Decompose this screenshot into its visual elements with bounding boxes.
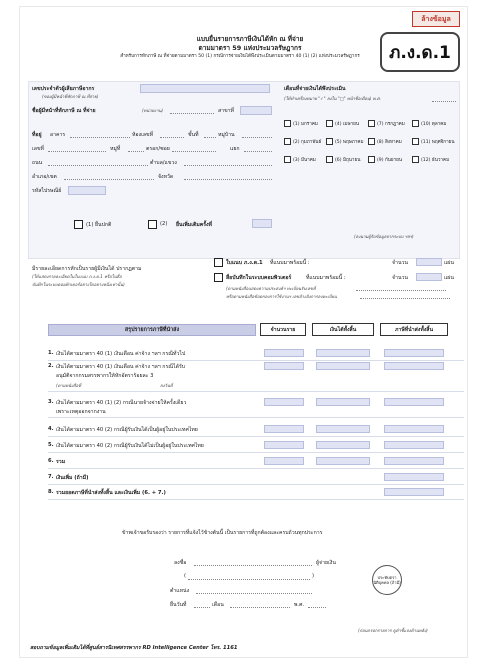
month-label: (4) เมษายน: [335, 122, 360, 127]
month-label: (6) มิถุนายน: [335, 158, 361, 163]
village-input[interactable]: [242, 137, 272, 138]
date-day-line[interactable]: [194, 607, 210, 608]
payer-name-note: (หน่วยงาน): [142, 108, 163, 113]
people-count-input[interactable]: [264, 425, 304, 433]
sign-paren-open: (: [184, 573, 187, 579]
summary-row-label: เงินได้ตามมาตรา 40 (1) เงินเดือน ค่าจ้าง ฯลฯ กรณีได้รับ: [56, 364, 186, 370]
footer-contact: สอบถามข้อมูลเพิ่มเติมได้ที่ศูนย์สารนิเทศสรรพากร RD Intelligence Center โทร. 1161: [30, 645, 238, 651]
year-label: พ.ศ.: [294, 602, 305, 608]
position-label: ตำแหน่ง: [170, 588, 190, 594]
date-month-line[interactable]: [230, 607, 290, 608]
month-label: (8) สิงหาคม: [377, 140, 402, 145]
additional-filing-checkbox[interactable]: [148, 220, 157, 229]
month-label: (11) พฤศจิกายน: [421, 140, 455, 145]
summary-row-label: เงินเพิ่ม (ถ้ามี): [56, 475, 89, 481]
month-checkbox[interactable]: [284, 120, 291, 127]
moo-label: หมู่ที่: [110, 146, 121, 152]
summary-header: สรุปรายการภาษีที่นำส่ง: [48, 324, 256, 336]
summary-row-number: 4.: [48, 426, 54, 432]
summary-row-label: เงินได้ตามมาตรา 40 (2) กรณีผู้รับเงินได้ไม่เป็นผู้อยู่ในประเทศไทย: [56, 443, 204, 449]
summary-row-number: 3.: [48, 399, 54, 405]
summary-row-number: 8.: [48, 489, 54, 495]
attachment-qty-label: จำนวน: [392, 260, 408, 266]
income-amount-input[interactable]: [316, 441, 370, 449]
payer-name-line[interactable]: [170, 113, 214, 114]
computer-media-text: ที่แนบมาพร้อมนี้ :: [306, 275, 346, 281]
month-checkbox[interactable]: [326, 120, 333, 127]
form-subtitle: ตามมาตรา 59 แห่งประมวลรัษฎากร: [198, 44, 302, 52]
summary-row-label: เงินได้ตามมาตรา 40 (1) เงินเดือน ค่าจ้าง ฯลฯ กรณีทั่วไป: [56, 351, 186, 357]
printed-name-line[interactable]: [188, 579, 310, 580]
instructions-note: (ก่อนกรอกรายการ ดูคำชี้แจงด้านหลัง): [358, 628, 428, 633]
tax-amount-input[interactable]: [384, 362, 444, 370]
attachment-sheet-checkbox[interactable]: [214, 258, 223, 267]
postcode-label: รหัสไปรษณีย์: [32, 188, 62, 194]
media-qty-label: จำนวน: [392, 275, 408, 281]
income-amount-input[interactable]: [316, 457, 370, 465]
summary-row-divider: [48, 499, 464, 500]
month-checkbox[interactable]: [368, 138, 375, 145]
summary-row-divider: [48, 417, 464, 418]
summary-row-label: รวมยอดภาษีที่นำส่งทั้งสิ้น และเงินเพิ่ม (6. + 7.): [56, 490, 166, 496]
month-checkbox[interactable]: [284, 156, 291, 163]
soi-input[interactable]: [172, 151, 216, 152]
month-label: (9) กันยายน: [377, 158, 402, 163]
district-input[interactable]: [64, 179, 154, 180]
tax-amount-input[interactable]: [384, 425, 444, 433]
summary-row-label: รวม: [56, 459, 66, 465]
month-label: (10) ตุลาคม: [421, 122, 447, 127]
media-qty-input[interactable]: [416, 273, 442, 281]
month-label: (3) มีนาคม: [293, 158, 316, 163]
media-reference-line[interactable]: [360, 298, 450, 299]
payer-name-label: ชื่อผู้มีหน้าที่หักภาษี ณ ที่จ่าย: [32, 108, 96, 114]
moo-input[interactable]: [128, 151, 144, 152]
officer-note: (ลงนามผู้รับข้อมูลจากระบบ ฯลฯ): [354, 234, 414, 239]
attachment-sheet-text: ที่แนบมาพร้อมนี้ :: [270, 260, 310, 266]
floor-label: ชั้นที่: [188, 132, 199, 138]
month-checkbox[interactable]: [412, 138, 419, 145]
normal-filing-checkbox[interactable]: [74, 220, 83, 229]
summary-row-divider: [48, 360, 464, 361]
form-description: สำหรับการหักภาษี ณ ที่จ่ายตามมาตรา 50 (1) กรณีการจ่ายเงินได้พึงประเมินตามมาตรา 40 (1) (2) แห่งประมวลรัษฎากร: [120, 54, 360, 59]
summary-row-divider: [48, 452, 464, 453]
tax-amount-input[interactable]: [384, 473, 444, 481]
form-code-box: ภ.ง.ด.1: [380, 32, 460, 72]
room-input[interactable]: [160, 137, 184, 138]
branch-label: สาขาที่: [218, 108, 234, 114]
attachment-sheet-label: ใบแนบ ภ.ง.ด.1: [226, 260, 263, 266]
tax-amount-input[interactable]: [384, 398, 444, 406]
attachments-intro-note: (ให้แสดงรายละเอียดในใบแนบ ภ.ง.ด.1 หรือในสื่อ: [32, 274, 122, 279]
month-checkbox[interactable]: [368, 120, 375, 127]
month-checkbox[interactable]: [326, 138, 333, 145]
yaek-input[interactable]: [244, 151, 272, 152]
road-input[interactable]: [48, 165, 148, 166]
normal-filing-label: (1) ยื่นปกติ: [86, 222, 112, 228]
payer-label: ผู้จ่ายเงิน: [316, 560, 336, 566]
media-sheets-unit: แผ่น: [444, 275, 454, 281]
month-checkbox[interactable]: [368, 156, 375, 163]
col-tax-header: ภาษีที่นำส่งทั้งสิ้น: [380, 323, 448, 336]
year-input[interactable]: [432, 101, 456, 102]
summary-row-number: 5.: [48, 442, 54, 448]
computer-media-label: สื่อบันทึกในระบบคอมพิวเตอร์: [226, 275, 292, 281]
summary-row-divider: [48, 468, 464, 469]
company-seal-circle: ประทับตรา นิติบุคคล (ถ้ามี): [372, 565, 402, 595]
clear-data-button[interactable]: ล้างข้อมูล: [412, 11, 460, 27]
tax-amount-input[interactable]: [384, 457, 444, 465]
period-heading: เดือนที่จ่ายเงินได้พึงประเมิน: [284, 86, 346, 92]
position-line[interactable]: [196, 593, 312, 594]
summary-row-label-2: อนุมัติจากกรมสรรพากรให้หักอัตราร้อยละ 3: [56, 373, 154, 379]
address-label: ที่อยู่: [32, 132, 42, 138]
month-checkbox[interactable]: [412, 156, 419, 163]
summary-row-divider: [48, 391, 464, 392]
signature-line[interactable]: [194, 565, 312, 566]
tax-amount-input[interactable]: [384, 488, 444, 496]
month-label: (7) กรกฎาคม: [377, 122, 405, 127]
tax-amount-input[interactable]: [384, 441, 444, 449]
attachments-intro-note2: บันทึกในระบบคอมพิวเตอร์อย่างใดอย่างหนึ่งเท่านั้น): [32, 282, 125, 287]
summary-row-note: (ตามหนังสือที่: [56, 383, 81, 388]
subdistrict-input[interactable]: [184, 165, 272, 166]
summary-row-divider: [48, 436, 464, 437]
month-label: (5) พฤษภาคม: [335, 140, 364, 145]
month-label: เดือน: [212, 602, 224, 608]
form-title: แบบยื่นรายการภาษีเงินได้หัก ณ ที่จ่าย: [196, 35, 304, 43]
media-note2: หรือตามหนังสือข้อตกลงการใช้งานฯ เลขอ้างอิงการลงทะเบียน: [226, 294, 337, 299]
province-input[interactable]: [184, 179, 272, 180]
summary-row-number: 2.: [48, 363, 54, 369]
village-label: หมู่บ้าน: [218, 132, 235, 138]
additional-filing-count-input[interactable]: [252, 219, 272, 228]
people-count-input[interactable]: [264, 398, 304, 406]
attachment-qty-input[interactable]: [416, 258, 442, 266]
date-label: ยื่นวันที่: [170, 602, 187, 608]
additional-filing-label: ยื่นเพิ่มเติมครั้งที่: [176, 222, 212, 228]
building-input[interactable]: [70, 137, 130, 138]
form-page: [20, 7, 467, 657]
income-amount-input[interactable]: [316, 349, 370, 357]
income-amount-input[interactable]: [316, 398, 370, 406]
branch-input[interactable]: [240, 106, 272, 115]
month-checkbox[interactable]: [412, 120, 419, 127]
sign-label: ลงชื่อ: [174, 560, 187, 566]
number-label: เลขที่: [32, 146, 44, 152]
col-people-header: จำนวนราย: [260, 323, 306, 336]
province-label: จังหวัด: [158, 174, 174, 180]
sign-paren-close: ): [312, 573, 315, 579]
building-label: อาคาร: [50, 132, 66, 138]
attachments-intro: มีรายละเอียดการหักเป็นรายผู้มีเงินได้ ปรากฏตาม: [32, 266, 142, 272]
floor-input[interactable]: [204, 137, 216, 138]
summary-row-number: 1.: [48, 350, 54, 356]
people-count-input[interactable]: [264, 457, 304, 465]
summary-row-label: เงินได้ตามมาตรา 40 (2) กรณีผู้รับเงินได้เป็นผู้อยู่ในประเทศไทย: [56, 427, 198, 433]
summary-row-label: เงินได้ตามมาตรา 40 (1) (2) กรณีนายจ้างจ่ายให้ครั้งเดียว: [56, 400, 187, 406]
tax-id-label: เลขประจำตัวผู้เสียภาษีอากร: [32, 86, 95, 92]
subdistrict-label: ตำบล/แขวง: [150, 160, 177, 166]
income-amount-input[interactable]: [316, 425, 370, 433]
tax-id-input[interactable]: [140, 84, 270, 93]
soi-label: ตรอก/ซอย: [146, 146, 170, 152]
summary-row-number: 6.: [48, 458, 54, 464]
tax-id-note: (ของผู้มีหน้าที่หักภาษี ณ ที่จ่าย): [42, 94, 99, 99]
additional-filing-number-label: (2): [160, 221, 168, 227]
media-note: (ตามหนังสือแสดงความประสงค์ฯ ทะเบียนรับเลขที่: [226, 286, 316, 291]
summary-row-divider: [48, 484, 464, 485]
income-amount-input[interactable]: [316, 362, 370, 370]
month-label: (1) มกราคม: [293, 122, 318, 127]
attachment-sheets-unit: แผ่น: [444, 260, 454, 266]
people-count-input[interactable]: [264, 362, 304, 370]
month-checkbox[interactable]: [284, 138, 291, 145]
month-checkbox[interactable]: [326, 156, 333, 163]
people-count-input[interactable]: [264, 441, 304, 449]
tax-amount-input[interactable]: [384, 349, 444, 357]
district-label: อำเภอ/เขต: [32, 174, 57, 180]
people-count-input[interactable]: [264, 349, 304, 357]
media-registration-line[interactable]: [356, 290, 446, 291]
road-label: ถนน: [32, 160, 43, 166]
number-input[interactable]: [48, 151, 106, 152]
period-note: (ให้ทำเครื่องหมาย "✓" ลงใน "□" หน้าชื่อเดือน) พ.ศ.: [284, 96, 381, 101]
month-label: (2) กุมภาพันธ์: [293, 140, 322, 145]
computer-media-checkbox[interactable]: [214, 273, 223, 282]
room-label: ห้องเลขที่: [132, 132, 153, 138]
summary-row-note-date: ลงวันที่: [160, 383, 173, 388]
summary-row-label-2: เพราะเหตุออกจากงาน: [56, 409, 106, 415]
yaek-label: แยก: [230, 146, 240, 152]
summary-row-number: 7.: [48, 474, 54, 480]
date-year-line[interactable]: [308, 607, 326, 608]
declaration-statement: ข้าพเจ้าขอรับรองว่า รายการที่แจ้งไว้ข้างต้นนี้ เป็นรายการที่ถูกต้องและครบถ้วนทุกประการ: [122, 530, 323, 536]
postcode-input[interactable]: [68, 186, 106, 195]
month-label: (12) ธันวาคม: [421, 158, 450, 163]
col-income-header: เงินได้ทั้งสิ้น: [312, 323, 374, 336]
